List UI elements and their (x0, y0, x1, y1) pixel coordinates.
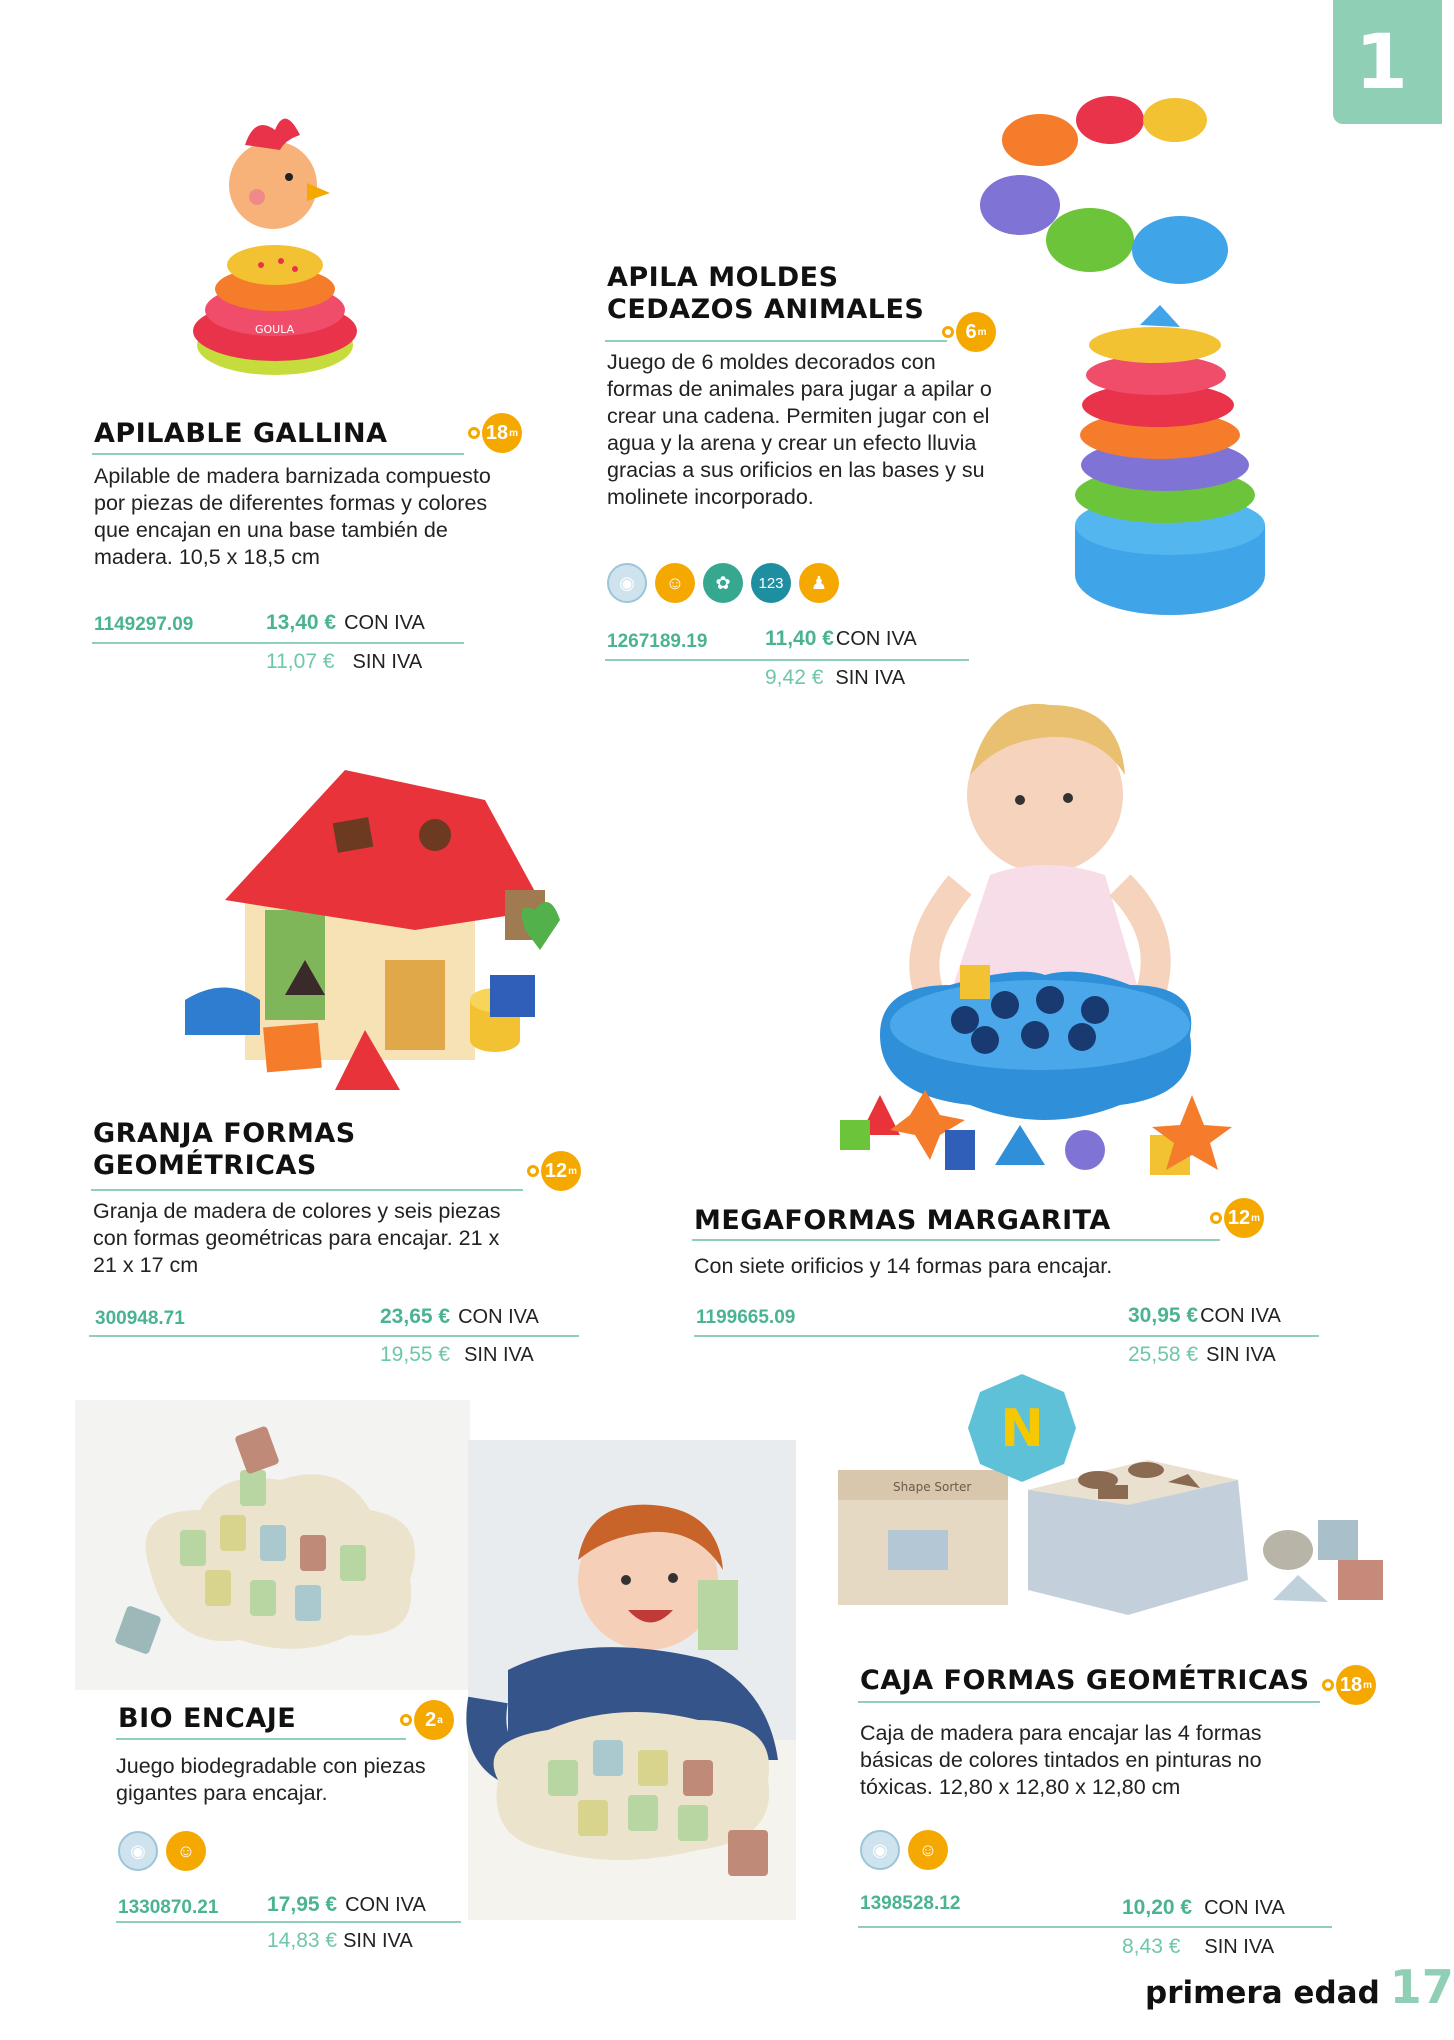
shape-farm-photo (185, 760, 605, 1100)
product-title: APILA MOLDES CEDAZOS ANIMALES (607, 262, 925, 325)
skill-icons (607, 563, 839, 603)
product-description: Caja de madera para encajar las 4 formas básicas de colores tintados en pinturas no tóxicas. 12,80 x 12,80 x 12,80 cm (860, 1721, 1262, 1799)
price-rule (694, 1335, 1319, 1337)
product-description: Granja de madera de colores y seis piezas con formas geométricas para encajar. 21 x 21 x 17 cm (93, 1199, 501, 1277)
price-sin-iva: 19,55 € SIN IVA (380, 1343, 534, 1366)
shape-sorter-box-photo (828, 1380, 1398, 1640)
price-con-iva: 23,65 € CON IVA (380, 1305, 539, 1328)
title-rule (91, 1189, 523, 1191)
svg-text:N: N (1000, 1399, 1044, 1459)
social-icon: ♟ (799, 563, 839, 603)
numbers-icon: 123 (751, 563, 791, 603)
sensory-icon: ◉ (607, 563, 647, 603)
price-con-iva: 30,95 € CON IVA (1128, 1304, 1281, 1327)
stacking-hen-photo (185, 105, 365, 385)
product-description: Apilable de madera barnizada compuesto por piezas de diferentes formas y colores que encajan en una base también de madera. 10,5 x 18,5 cm (94, 464, 491, 569)
baby-playing-photo (468, 1440, 796, 1920)
product-title: GRANJA FORMAS GEOMÉTRICAS (93, 1118, 356, 1181)
title-rule (92, 453, 464, 455)
title-rule (116, 1738, 406, 1740)
title-rule (605, 340, 947, 342)
product-title: MEGAFORMAS MARGARITA (694, 1205, 1111, 1236)
title-rule (692, 1239, 1220, 1241)
age-badge: 18 m (468, 413, 522, 453)
skill-icons (118, 1831, 206, 1871)
product-title: APILABLE GALLINA (94, 418, 388, 449)
age-badge: 18 m (1322, 1665, 1376, 1705)
svg-text:GOULA: GOULA (255, 323, 295, 336)
product-code: 1149297.09 (94, 614, 194, 635)
price-sin-iva: 11,07 € SIN IVA (266, 650, 423, 673)
title-rule (858, 1701, 1320, 1703)
product-description: Con siete orificios y 14 formas para encajar. (694, 1254, 1113, 1278)
price-sin-iva: 25,58 € SIN IVA (1128, 1343, 1276, 1366)
price-rule (116, 1921, 461, 1923)
page-footer (1145, 1960, 1454, 2014)
chapter-number: 1 (1355, 17, 1408, 106)
bio-pegboard-photo (110, 1430, 440, 1670)
new-badge (966, 1372, 1078, 1484)
age-badge: 12 m (527, 1151, 581, 1191)
age-badge: 6 m (942, 312, 996, 352)
skill-icons (860, 1830, 948, 1870)
price-rule (92, 642, 464, 644)
product-title: BIO ENCAJE (118, 1703, 297, 1734)
animal-cups-photo (960, 85, 1350, 675)
motor-icon: ☺ (655, 563, 695, 603)
product-code: 1199665.09 (696, 1307, 796, 1328)
price-rule (858, 1926, 1332, 1928)
price-rule (605, 659, 969, 661)
product-code: 1330870.21 (118, 1897, 219, 1918)
baby-shape-sorter-photo (820, 665, 1250, 1205)
page-number: 17 (1389, 1960, 1454, 2014)
product-title: CAJA FORMAS GEOMÉTRICAS (860, 1665, 1310, 1696)
price-rule (89, 1335, 579, 1337)
price-con-iva: 13,40 € CON IVA (266, 611, 425, 634)
product-description: Juego de 6 moldes decorados con formas de animales para jugar a apilar o crear una cadena. Permiten jugar con el agua y la arena y crear un efecto lluvia gracias a sus orificios en las bases y su molinete incorporado. (607, 350, 992, 509)
section-name: primera edad (1145, 1975, 1380, 2011)
box-label: Shape Sorter (893, 1480, 972, 1494)
motor-icon: ☺ (166, 1831, 206, 1871)
price-sin-iva: 14,83 € SIN IVA (267, 1929, 413, 1952)
price-con-iva: 17,95 € CON IVA (267, 1893, 426, 1916)
price-sin-iva: 9,42 € SIN IVA (765, 666, 906, 689)
product-code: 300948.71 (95, 1308, 185, 1329)
age-badge: 2 a (400, 1700, 454, 1740)
price-con-iva: 11,40 € CON IVA (765, 627, 917, 650)
product-code: 1267189.19 (607, 631, 708, 652)
age-badge: 12 m (1210, 1198, 1264, 1238)
price-con-iva: 10,20 € CON IVA (1122, 1896, 1285, 1919)
product-code: 1398528.12 (860, 1893, 961, 1914)
sensory-icon: ◉ (118, 1831, 158, 1871)
price-sin-iva: 8,43 € SIN IVA (1122, 1935, 1275, 1958)
sensory-icon: ◉ (860, 1830, 900, 1870)
motor-icon: ☺ (908, 1830, 948, 1870)
product-description: Juego biodegradable con piezas gigantes para encajar. (116, 1754, 426, 1805)
art-palette-icon: ✿ (703, 563, 743, 603)
